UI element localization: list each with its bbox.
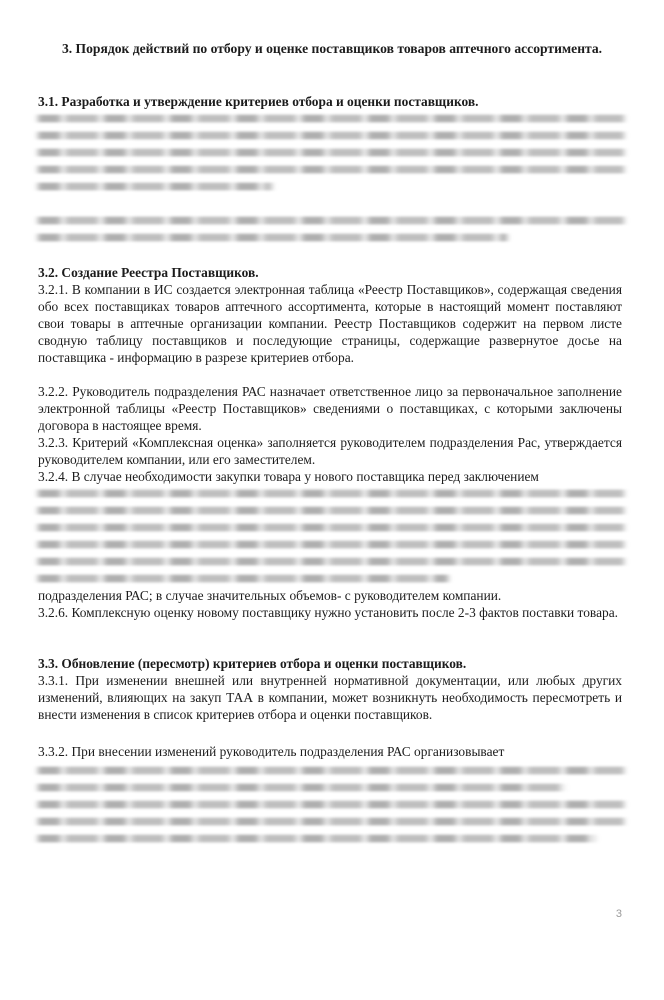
blurred-text-3-1 [38, 110, 624, 246]
paragraph-3-2-2: 3.2.2. Руководитель подразделения РАС назначает ответственное лицо за первоначальное заполнение электронной таблицы «Реестр Поставщиков» сведениями о поставщиках, с которыми заключены договора в настоящее время. [38, 384, 622, 433]
blurred-text-3-2-4 [38, 485, 624, 587]
heading-3-1: 3.1. Разработка и утверждение критериев отбора и оценки поставщиков. [38, 94, 479, 109]
paragraph-3-3-2-start: 3.3.2. При внесении изменений руководитель подразделения РАС организовывает [38, 744, 505, 759]
section-title: 3. Порядок действий по отбору и оценке поставщиков товаров аптечного ассортимента. [61, 41, 603, 56]
paragraph-3-2-1: 3.2.1. В компании в ИС создается электронная таблица «Реестр Поставщиков», содержащая сведения обо всех поставщиках товаров аптечного ассортимента, которые в настоящий момент поставляют свои товары в аптечные организации компании. Реестр Поставщиков содержит на первом листе сводную таблицу поставщиков и последующие страницы, содержащие развернутое досье на поставщика - информацию в разрезе критериев отбора. [38, 282, 622, 365]
paragraph-3-2-5-tail: подразделения РАС; в случае значительных объемов- с руководителем компании. [38, 588, 502, 603]
blurred-text-3-3-2 [38, 762, 624, 847]
heading-3-2: 3.2. Создание Реестра Поставщиков. [38, 265, 259, 280]
paragraph-3-3-1: 3.3.1. При изменении внешней или внутренней нормативной документации, или любых других изменений, влияющих на закуп ТАА в компании, может возникнуть необходимость пересмотреть и внести изменения в список критериев отбора и оценки поставщиков. [38, 673, 622, 722]
page-number: 3 [615, 908, 622, 920]
paragraph-3-2-6: 3.2.6. Комплексную оценку новому поставщику нужно установить после 2-3 фактов поставки товара. [38, 605, 618, 620]
heading-3-3: 3.3. Обновление (пересмотр) критериев отбора и оценки поставщиков. [38, 656, 467, 671]
paragraph-3-2-4-start: 3.2.4. В случае необходимости закупки товара у нового поставщика перед заключением [38, 469, 539, 484]
paragraph-3-2-3: 3.2.3. Критерий «Комплексная оценка» заполняется руководителем подразделения Рас, утверждается руководителем компании, или его заместителем. [38, 435, 622, 467]
